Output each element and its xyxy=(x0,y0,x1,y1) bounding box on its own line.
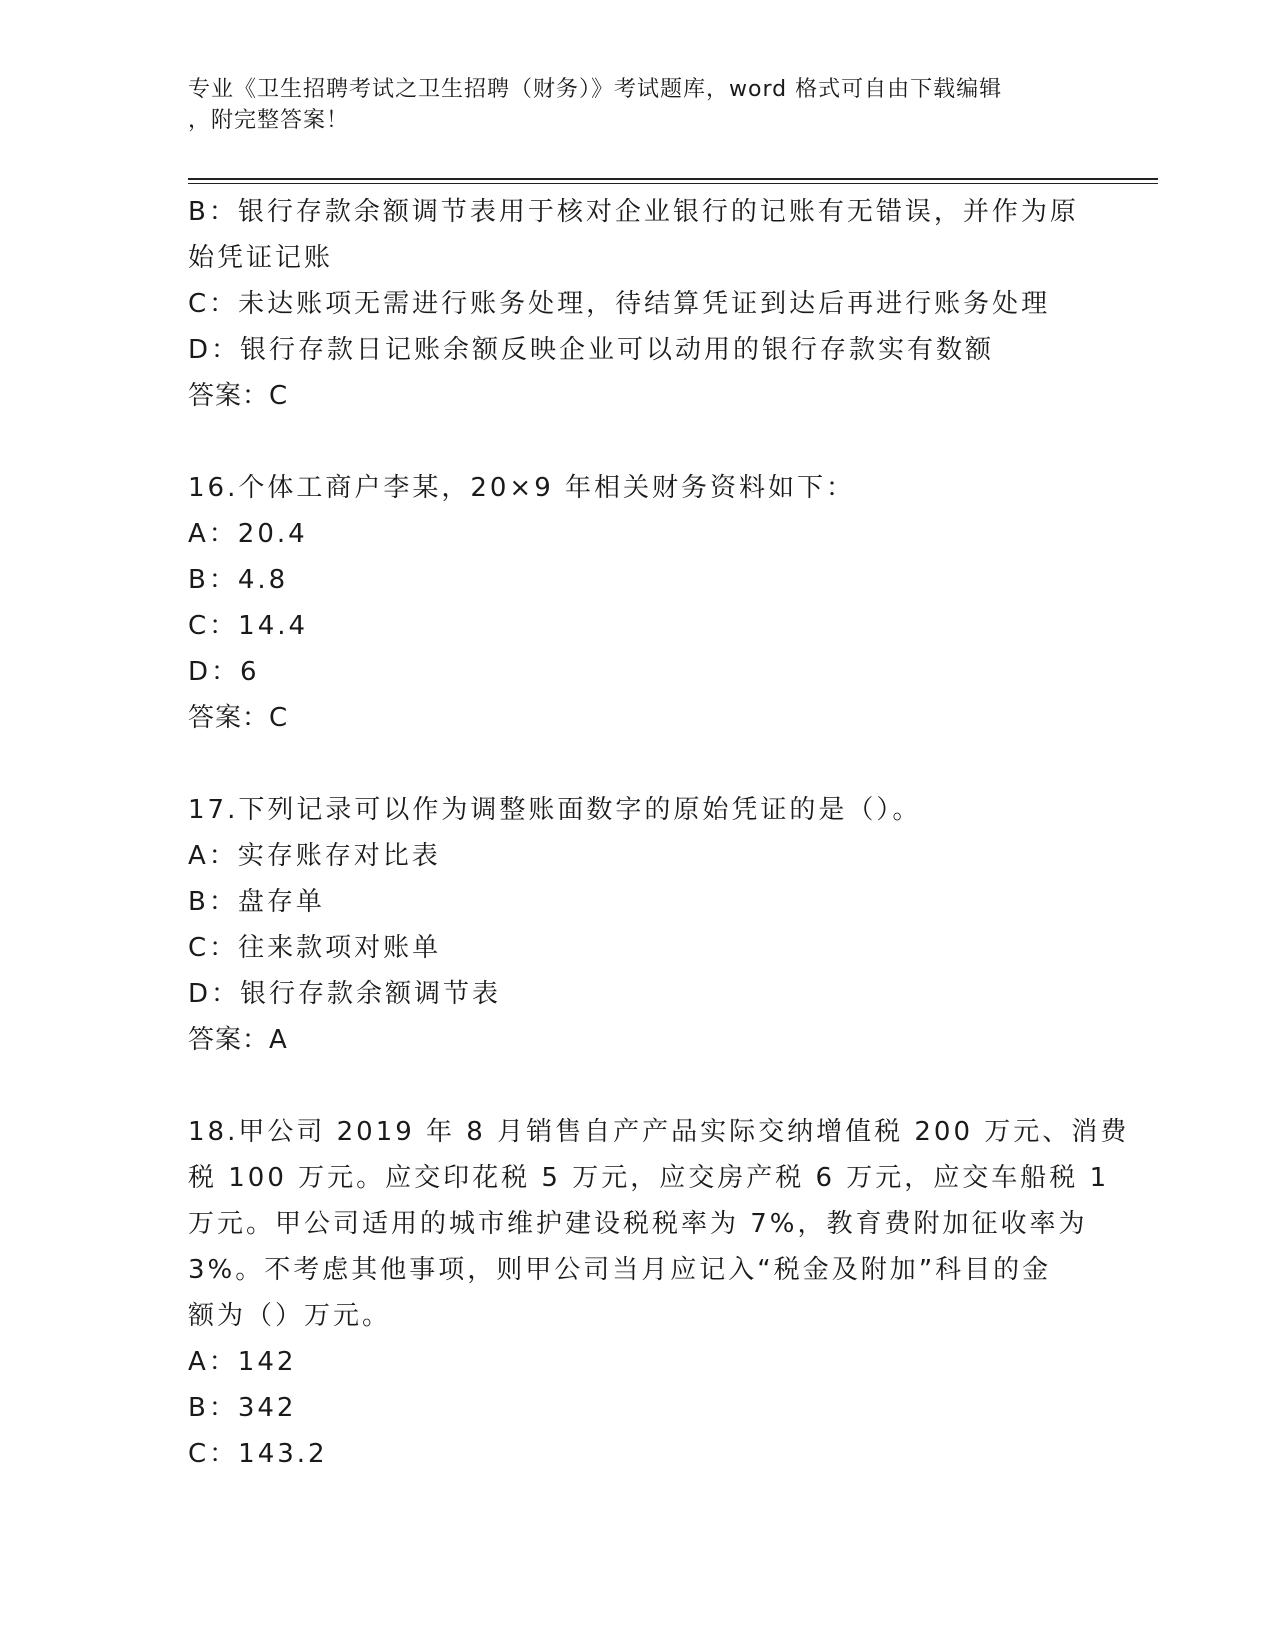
question-18-block xyxy=(188,1109,1130,1477)
q18-stem-line-5: 额为（）万元。 xyxy=(188,1301,392,1331)
document-header xyxy=(188,74,1088,136)
q18-option-b: B：342 xyxy=(188,1393,297,1423)
q17-option-a: A：实存账存对比表 xyxy=(188,841,441,871)
document-body xyxy=(188,189,1130,1477)
q18-stem-line-3: 万元。甲公司适用的城市维护建设税税率为 7%，教育费附加征收率为 xyxy=(188,1209,1088,1239)
q17-option-d: D：银行存款余额调节表 xyxy=(188,979,502,1009)
q15-answer: 答案：C xyxy=(188,381,289,411)
q17-option-b: B：盘存单 xyxy=(188,887,325,917)
q15-option-b-line-2: 始凭证记账 xyxy=(188,243,334,273)
q16-option-b: B：4.8 xyxy=(188,565,289,595)
q15-option-d: D：银行存款日记账余额反映企业可以动用的银行存款实有数额 xyxy=(188,335,995,365)
spacer xyxy=(188,741,1088,787)
q16-option-d: D：6 xyxy=(188,657,260,687)
q17-answer: 答案：A xyxy=(188,1025,288,1055)
header-divider-thin xyxy=(188,183,1158,184)
q16-option-a: A：20.4 xyxy=(188,519,308,549)
q17-option-c: C：往来款项对账单 xyxy=(188,933,442,963)
q17-stem: 17.下列记录可以作为调整账面数字的原始凭证的是（）。 xyxy=(188,795,922,825)
q18-stem-line-2: 税 100 万元。应交印花税 5 万元，应交房产税 6 万元，应交车船税 1 xyxy=(188,1163,1110,1193)
q18-stem-line-4: 3%。不考虑其他事项，则甲公司当月应记入“税金及附加”科目的金 xyxy=(188,1255,1052,1285)
header-divider-thick xyxy=(188,178,1158,180)
question-16-block xyxy=(188,465,1088,741)
question-15-block xyxy=(188,189,1088,419)
q15-option-c: C：未达账项无需进行账务处理，待结算凭证到达后再进行账务处理 xyxy=(188,289,1051,319)
q16-option-c: C：14.4 xyxy=(188,611,309,641)
q16-answer: 答案：C xyxy=(188,703,289,733)
header-line-2: ，附完整答案！ xyxy=(188,108,350,133)
q15-option-b-line-1: B：银行存款余额调节表用于核对企业银行的记账有无错误，并作为原 xyxy=(188,197,1079,227)
q16-stem: 16.个体工商户李某，20×9 年相关财务资料如下： xyxy=(188,473,856,503)
q18-option-c: C：143.2 xyxy=(188,1439,328,1469)
spacer xyxy=(188,419,1088,465)
spacer xyxy=(188,1063,1088,1109)
question-17-block xyxy=(188,787,1088,1063)
q18-stem-line-1: 18.甲公司 2019 年 8 月销售自产产品实际交纳增值税 200 万元、消费 xyxy=(188,1117,1130,1147)
header-line-1: 专业《卫生招聘考试之卫生招聘（财务）》考试题库，word 格式可自由下载编辑 xyxy=(188,77,1003,102)
q18-option-a: A：142 xyxy=(188,1347,297,1377)
